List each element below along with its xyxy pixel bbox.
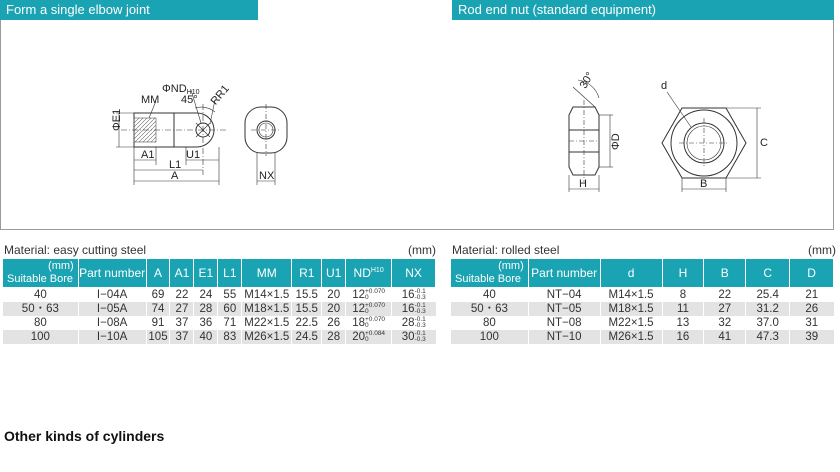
table-row: 50・63 I−05A 74 27 28 60 M18×1.5 15.5 20 12+0.070 0 16-0.1 -0.3 bbox=[3, 302, 436, 316]
nut-front-view bbox=[662, 92, 761, 192]
header-b: B bbox=[704, 259, 746, 288]
header-nd: $ND^{H10}$ bbox=[346, 259, 392, 288]
header-suitable-bore: (mm) Suitable Bore bbox=[451, 259, 529, 288]
header-d-diameter: D bbox=[790, 259, 834, 288]
diagram-panel bbox=[0, 20, 834, 230]
label-c: C bbox=[760, 137, 768, 149]
label-phi-nd: ΦNDH10 bbox=[162, 83, 200, 96]
left-section-title-text: Form a single elbow joint bbox=[6, 2, 150, 17]
label-d: d bbox=[661, 80, 668, 92]
header-h: H bbox=[662, 259, 704, 288]
table-row: 100 I−10A 105 37 40 83 M26×1.5 24.5 28 20+0.084 0 30-0.1 -0.3 bbox=[3, 330, 436, 344]
label-nx: NX bbox=[259, 170, 275, 182]
table-row: 40 I−04A 69 22 24 55 M14×1.5 15.5 20 12+0.070 0 16-0.1 -0.3 bbox=[3, 288, 436, 303]
header-l1: L1 bbox=[218, 259, 242, 288]
other-cylinders-heading: Other kinds of cylinders bbox=[4, 428, 165, 444]
left-unit: (mm) bbox=[408, 243, 436, 257]
elbow-joint-table bbox=[2, 258, 436, 344]
nut-side-view bbox=[569, 80, 613, 192]
right-material: Material: rolled steel bbox=[452, 243, 560, 257]
right-unit: (mm) bbox=[808, 243, 836, 257]
label-u1: U1 bbox=[186, 149, 201, 161]
label-b: B bbox=[700, 178, 708, 190]
label-rr1: RR1 bbox=[208, 82, 232, 108]
header-c: C bbox=[746, 259, 790, 288]
header-mm: MM bbox=[242, 259, 292, 288]
right-section-title-text: Rod end nut (standard equipment) bbox=[458, 2, 657, 17]
label-l1: L1 bbox=[169, 159, 182, 171]
label-phi-e1: ΦE1 bbox=[111, 108, 123, 131]
left-section-title bbox=[0, 0, 258, 20]
technical-drawing bbox=[1, 20, 835, 230]
header-nx: NX bbox=[392, 259, 436, 288]
label-a: A bbox=[171, 170, 179, 182]
label-mm: MM bbox=[141, 94, 160, 106]
table-row: 40 NT−04 M14×1.5 8 22 25.4 21 bbox=[451, 288, 834, 303]
left-material: Material: easy cutting steel bbox=[4, 243, 147, 257]
header-part-number: Part number bbox=[528, 259, 600, 288]
header-r1: R1 bbox=[292, 259, 322, 288]
header-a1: A1 bbox=[170, 259, 194, 288]
table-row: 50・63 NT−05 M18×1.5 11 27 31.2 26 bbox=[451, 302, 834, 316]
nut-table-header bbox=[451, 259, 834, 288]
header-d-thread: d bbox=[600, 259, 662, 288]
table-row: 80 I−08A 91 37 36 71 M22×1.5 22.5 26 18+0.070 0 28-0.1 -0.3 bbox=[3, 316, 436, 330]
header-a: A bbox=[146, 259, 170, 288]
header-e1: E1 bbox=[194, 259, 218, 288]
nut-table bbox=[450, 258, 834, 344]
label-angle-45: 45° bbox=[181, 94, 198, 106]
label-a1: A1 bbox=[141, 149, 155, 161]
label-h: H bbox=[579, 178, 587, 190]
table-row: 80 NT−08 M22×1.5 13 32 37.0 31 bbox=[451, 316, 834, 330]
header-suitable-bore: (mm) Suitable Bore bbox=[3, 259, 79, 288]
right-section-title bbox=[452, 0, 834, 20]
label-phi-d: ΦD bbox=[610, 133, 622, 150]
header-u1: U1 bbox=[322, 259, 346, 288]
label-angle-30: 30° bbox=[577, 70, 597, 91]
header-part-number: Part number bbox=[78, 259, 146, 288]
table-row: 100 NT−10 M26×1.5 16 41 47.3 39 bbox=[451, 330, 834, 344]
elbow-table-header bbox=[3, 259, 436, 288]
